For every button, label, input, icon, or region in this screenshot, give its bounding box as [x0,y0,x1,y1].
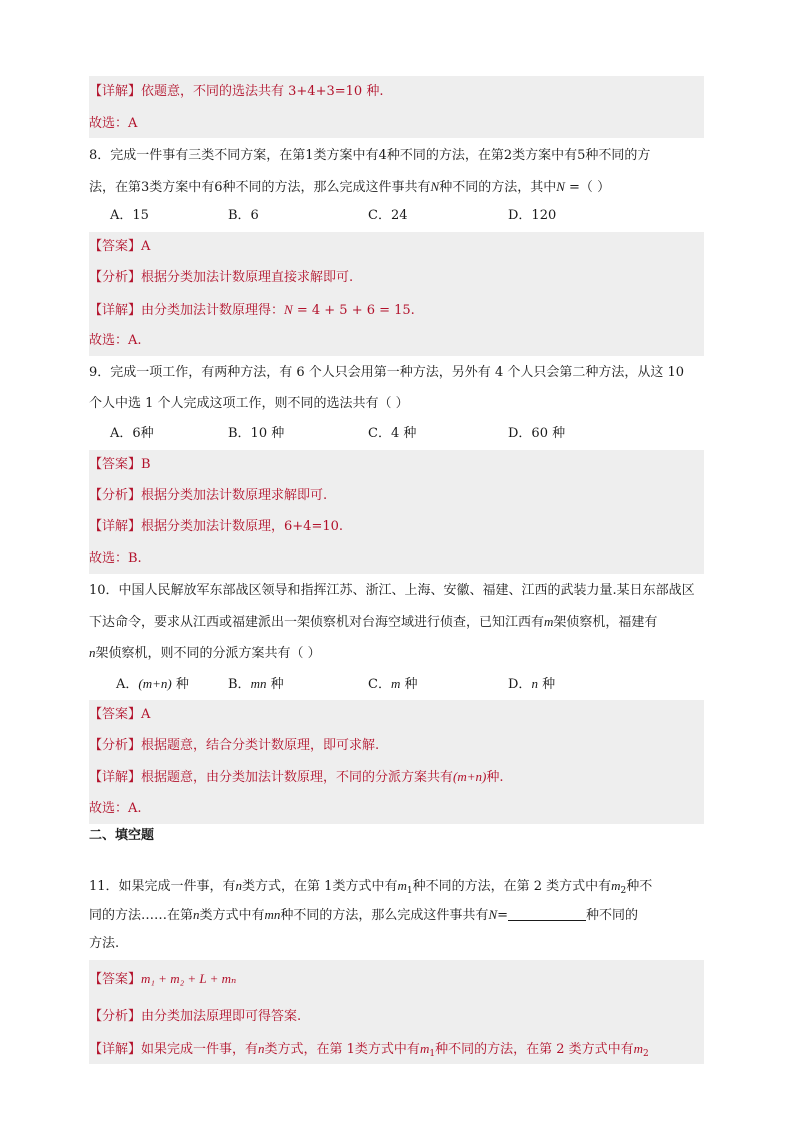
solution-block-q8 [89,232,704,356]
q7-detail: 【详解】依题意，不同的选法共有 3+4+3=10 种. [89,84,384,99]
section-heading: 二、填空题 [89,828,155,843]
q11-stem-line2: 同的方法……在第n类方式中有mn种不同的方法，那么完成这件事共有N= 种不同的 [89,907,639,923]
q10-option-b[interactable]: B．mn 种 [228,676,284,692]
q8-stem-line2: 法，在第3类方案中有6种不同的方法，那么完成这件事共有N种不同的方法，其中N =（ ） [89,179,611,195]
solution-block-q10 [89,700,704,824]
solution-block-q9 [89,450,704,574]
q10-stem-line1: 10．中国人民解放军东部战区领导和指挥江苏、浙江、上海、安徽、福建、江西的武装力量.某日东部战区 [89,583,695,598]
q8-answer: 【答案】A [89,239,151,254]
q9-option-b[interactable]: B．10 种 [228,426,285,441]
q9-answer: 【答案】B [89,457,151,472]
q11-stem-line3: 方法. [89,936,120,951]
q8-option-c[interactable]: C．24 [368,208,408,223]
q8-final: 故选：A. [89,333,142,348]
q10-option-a[interactable]: A．(m+n) 种 [116,676,189,692]
q9-detail: 【详解】根据分类加法计数原理，6+4=10. [89,519,344,534]
q10-final: 故选：A. [89,801,142,816]
q11-analysis: 【分析】由分类加法原理即可得答案. [89,1009,302,1024]
q8-detail: 【详解】由分类加法计数原理得：N = 4 + 5 + 6 = 15. [89,302,415,318]
q9-stem-line2: 个人中选 1 个人完成这项工作，则不同的选法共有（ ） [89,396,409,411]
q10-detail: 【详解】根据题意，由分类加法计数原理，不同的分派方案共有(m+n)种. [89,769,504,785]
detail-tag: 【详解】 [89,84,142,99]
q10-analysis: 【分析】根据题意，结合分类计数原理，即可求解. [89,738,380,753]
q8-analysis: 【分析】根据分类加法计数原理直接求解即可. [89,270,354,285]
q11-detail: 【详解】如果完成一件事，有n类方式，在第 1类方式中有$m_1$种不同的方法，在第 2 类方式中有$m_2$ [89,1041,649,1059]
q10-answer: 【答案】A [89,707,151,722]
q9-stem-line1: 9．完成一项工作，有两种方法，有 6 个人只会用第一种方法，另外有 4 个人只会第二种方法，从这 10 [89,365,685,380]
q10-stem-line3: n架侦察机，则不同的分派方案共有（ ） [89,645,321,661]
q9-final: 故选：B. [89,551,142,566]
q8-option-b[interactable]: B．6 [228,208,259,223]
q11-answer: 【答案】m₁ + m₂ + L + mₙ [89,971,237,987]
q9-option-a[interactable]: A．6种 [110,426,154,441]
q10-option-d[interactable]: D．n 种 [508,676,556,692]
q9-option-d[interactable]: D．60 种 [508,426,566,441]
q7-final: 故选：A [89,116,138,131]
answer-blank[interactable] [508,906,586,921]
q11-stem-line1: 11．如果完成一件事，有n类方式，在第 1类方式中有$m_1$种不同的方法，在第 2 类方式中有$m_2$种不 [89,878,653,896]
q8-stem-line1: 8．完成一件事有三类不同方案，在第1类方案中有4种不同的方法，在第2类方案中有5种不同的方 [89,148,651,163]
q10-stem-line2: 下达命令，要求从江西或福建派出一架侦察机对台海空域进行侦查，已知江西有m架侦察机，福建有 [89,614,658,630]
q10-option-c[interactable]: C．m 种 [368,676,418,692]
q8-option-d[interactable]: D．120 [508,208,557,223]
q9-option-c[interactable]: C．4 种 [368,426,417,441]
q8-option-a[interactable]: A．15 [110,208,149,223]
q9-analysis: 【分析】根据分类加法计数原理求解即可. [89,488,328,503]
